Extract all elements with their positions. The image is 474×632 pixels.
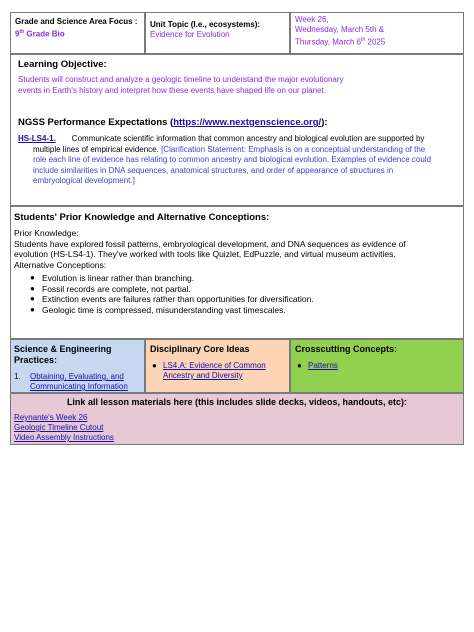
dci-heading: Disciplinary Core Ideas bbox=[150, 344, 250, 354]
week-text: Week 26, bbox=[295, 15, 329, 24]
prior-knowledge-section bbox=[10, 206, 464, 339]
week-26-link[interactable]: Reynante's Week 26 bbox=[14, 413, 88, 422]
grade-cell bbox=[10, 12, 145, 54]
ngss-website-link[interactable]: https://www.nextgenscience.org/ bbox=[173, 117, 322, 128]
patterns-link[interactable]: Patterns bbox=[308, 361, 338, 370]
list-item: ● Fossil records are complete, not partial. bbox=[28, 284, 460, 295]
lesson-plan-document bbox=[10, 12, 464, 442]
dci-link[interactable]: ● LS4.A: Evidence of Common Ancestry and Diversity bbox=[163, 361, 266, 380]
learning-objective-text: Students will construct and analyze a geologic timeline to understand the major evolutionary events in Earth's history and interpret how these events have shaped life on our planet. bbox=[18, 75, 344, 95]
alternative-conceptions-list bbox=[28, 273, 460, 315]
crosscutting-heading: Crosscutting Concepts: bbox=[295, 344, 398, 354]
list-item bbox=[150, 361, 285, 381]
date-line-2: Thursday, March 6th 2025 bbox=[295, 37, 386, 47]
prior-knowledge-text: Prior Knowledge: Students have explored fossil patterns, embryological development, and DNA sequences as evidence of evolution (HS-LS4-1). They've worked with tools like Quizlet, EdPuzzle, and virtual museum activities. Alternative Conceptions: bbox=[14, 228, 406, 270]
video-instructions-link[interactable]: Video Assembly Instructions bbox=[14, 433, 114, 442]
grade-value: 9th Grade Bio bbox=[15, 29, 65, 39]
practices-heading: Science & Engineering Practices: bbox=[14, 344, 112, 365]
list-item: ● Evolution is linear rather than branching. bbox=[28, 273, 460, 284]
crosscutting-list bbox=[295, 361, 459, 371]
materials-section bbox=[10, 393, 464, 445]
dci-cell bbox=[145, 339, 290, 393]
date-line-1: Wednesday, March 5th & bbox=[295, 25, 385, 34]
unit-topic-value: Evidence for Evolution bbox=[150, 30, 230, 39]
unit-topic-cell bbox=[145, 12, 290, 54]
crosscutting-cell bbox=[290, 339, 464, 393]
geologic-timeline-link[interactable]: Geologic Timeline Cutout bbox=[14, 423, 104, 432]
materials-heading: Link all lesson materials here (this includes slide decks, videos, handouts, etc): bbox=[66, 397, 408, 407]
grade-label: Grade and Science Area Focus : bbox=[15, 17, 138, 26]
list-item: ● Geologic time is compressed, misunderstanding vast timescales. bbox=[28, 305, 460, 316]
practices-link[interactable]: Obtaining, Evaluating, and Communicating Information bbox=[30, 372, 128, 391]
ngss-standard-text: HS-LS4-1. Communicate scientific information that common ancestry and biological evolution are supported by multiple lines of empirical evidence. [Clarification Statement: Emphasis is on a conceptual understanding of the role each line of evidence has relating to common ancestry and biological evolution. Examples of evidence could include similarities in DNA sequences, anatomical structures, and order of appearance of structures in embryological development.] bbox=[18, 134, 432, 185]
unit-topic-label: Unit Topic (I.e., ecosystems): bbox=[150, 20, 261, 29]
learning-objective-section bbox=[10, 54, 464, 206]
list-item bbox=[295, 361, 459, 371]
prior-knowledge-heading: Students' Prior Knowledge and Alternative Conceptions: bbox=[14, 212, 270, 223]
dci-list bbox=[150, 361, 285, 381]
learning-objective-heading: Learning Objective: bbox=[18, 59, 107, 70]
date-cell bbox=[290, 12, 464, 54]
standard-code-link[interactable]: HS-LS4-1. bbox=[18, 134, 56, 143]
practices-cell bbox=[10, 339, 145, 393]
list-item: ● Extinction events are failures rather than opportunities for diversification. bbox=[28, 294, 460, 305]
materials-links bbox=[14, 413, 460, 443]
ngss-heading: NGSS Performance Expectations (https://www.nextgenscience.org/): bbox=[18, 117, 328, 128]
practices-item: 1. Obtaining, Evaluating, and Communicating Information bbox=[14, 372, 141, 392]
